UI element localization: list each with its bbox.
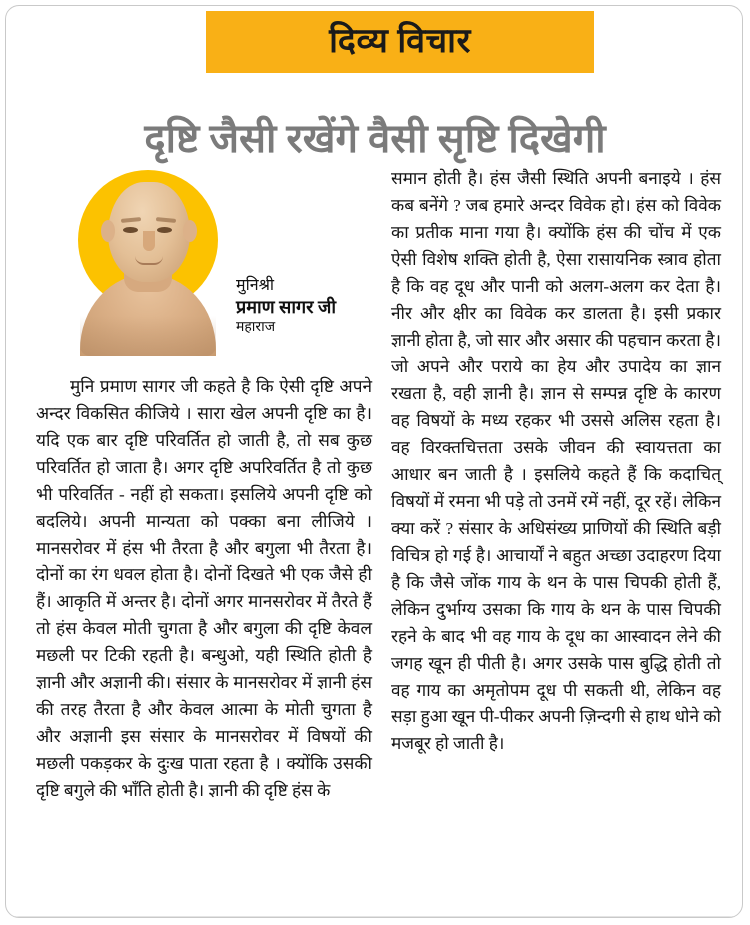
byline-prefix: मुनिश्री xyxy=(236,277,275,294)
monk-portrait-figure xyxy=(72,166,232,356)
article-column-right xyxy=(391,166,721,914)
portrait-nose xyxy=(143,231,155,251)
portrait-torso-shadow xyxy=(80,316,216,356)
article-column-left xyxy=(36,374,372,914)
portrait-ear-right xyxy=(183,220,197,242)
byline-name: प्रमाण सागर जी xyxy=(236,297,337,317)
masthead-banner xyxy=(206,11,594,73)
author-block xyxy=(64,166,369,366)
bottom-divider xyxy=(6,916,743,917)
portrait-ear-left xyxy=(101,220,115,242)
portrait-eye-right xyxy=(157,227,172,233)
byline-suffix: महाराज xyxy=(236,320,276,336)
portrait-eye-left xyxy=(123,227,138,233)
byline xyxy=(236,276,368,337)
newspaper-clipping-card xyxy=(5,5,743,918)
article-paragraph-right: समान होती है। हंस जैसी स्थिति अपनी बनाइये । हंस कब बनेंगे ? जब हमारे अन्दर विवेक हो। हंस को विवेक का प्रतीक माना गया है। क्योंकि हंस की चोंच में एक ऐसी विशेष शक्ति होती है, ऐसा रासायनिक स्त्राव होता है कि वह दूध और पानी को अलग-अलग कर देता है। नीर और क्षीर का विवेक कर डालता है। इसी प्रकार ज्ञानी होता है, जो सार और असार की पहचान करता है। जो अपने और पराये का हेय और उपादेय का ज्ञान रखता है, वही ज्ञानी है। ज्ञान से सम्पन्न दृष्टि के कारण वह विषयों के मध्य रहकर भी उससे अलिस रहता है। वह विरक्तचित्तता उसके जीवन की स्वायत्तता का आधार बन जाती है । इसलिये कहते हैं कि कदाचित् विषयों में रमना भी पड़े तो उनमें रमें नहीं, दूर रहें। लेकिन क्या करें ? संसार के अधिसंख्य प्राणियों की स्थिति बड़ी विचित्र हो गई है। आचार्यों ने बहुत अच्छा उदाहरण दिया है कि जैसे जोंक गाय के थन के पास चिपकी होती हैं, लेकिन दुर्भाग्य उसका कि गाय के थन के पास चिपकी रहने के बाद भी वह गाय के दूध का आस्वादन लेने की जगह खून ही पीती है। अगर उसके पास बुद्धि होती तो वह गाय का अमृतोपम दूध पी सकती थी, लेकिन वह सड़ा हुआ खून पी-पीकर अपनी ज़िन्दगी से हाथ धोने को मजबूर हो जाती है। xyxy=(391,169,721,754)
article-paragraph-left: मुनि प्रमाण सागर जी कहते है कि ऐसी दृष्टि अपने अन्दर विकसित कीजिये । सारा खेल अपनी दृष्टि का है। यदि एक बार दृष्टि परिवर्तित हो जाती है, तो सब कुछ परिवर्तित हो जाता है। अगर दृष्टि अपरिवर्तित है तो कुछ भी परिवर्तित - नहीं हो सकता। इसलिये अपनी दृष्टि को बदलिये। अपनी मान्यता को पक्का बना लीजिये । मानसरोवर में हंस भी तैरता है और बगुला भी तैरता है। दोनों का रंग धवल होता है। दोनों दिखते भी एक जैसे ही हैं। आकृति में अन्तर है। दोनों अगर मानसरोवर में तैरते हैं तो हंस केवल मोती चुगता है और बगुला की दृष्टि केवल मछली पर टिकी रहती है। बन्धुओ, यही स्थिति होती है ज्ञानी और अज्ञानी की। संसार के मानसरोवर में ज्ञानी हंस की तरह तैरता है और केवल आत्मा के मोती चुगता है और अज्ञानी इस संसार के मानसरोवर में विषयों की मछली पकड़कर के दुःख पाता रहता है । क्योंकि उसकी दृष्टि बगुले की भाँति होती है। ज्ञानी की दृष्टि हंस के xyxy=(36,377,372,800)
masthead-title: दिव्य विचार xyxy=(329,23,471,60)
article-headline: दृष्टि जैसी रखेंगे वैसी सृष्टि दिखेगी xyxy=(144,115,606,161)
